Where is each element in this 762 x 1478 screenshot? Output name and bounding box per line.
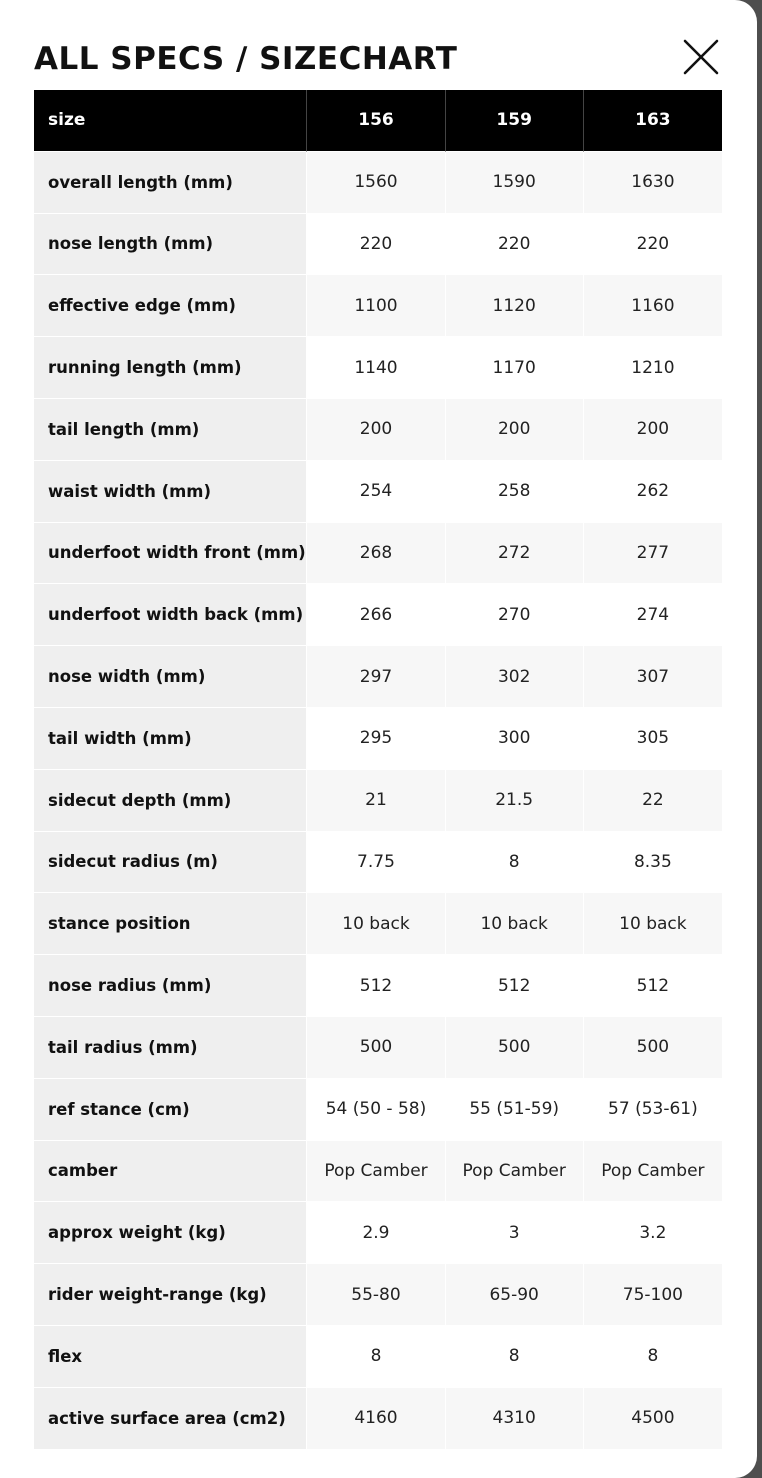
table-row (34, 1202, 722, 1264)
spec-value: 500 (307, 1017, 445, 1079)
spec-label: nose length (mm) (34, 214, 307, 276)
spec-label: running length (mm) (34, 337, 307, 399)
spec-value: 305 (584, 708, 722, 770)
spec-value: 10 back (584, 893, 722, 955)
spec-value: 262 (584, 461, 722, 523)
spec-value: 220 (446, 214, 584, 276)
table-row (34, 893, 722, 955)
spec-value: 200 (584, 399, 722, 461)
spec-label: flex (34, 1326, 307, 1388)
spec-value: Pop Camber (307, 1141, 445, 1203)
spec-value: 3 (446, 1202, 584, 1264)
spec-value: 8 (446, 1326, 584, 1388)
spec-value: 512 (584, 955, 722, 1017)
spec-label: underfoot width back (mm) (34, 584, 307, 646)
table-row (34, 523, 722, 585)
modal-title: ALL SPECS / SIZECHART (34, 41, 458, 77)
table-row (34, 1388, 722, 1450)
spec-label: overall length (mm) (34, 152, 307, 214)
header-size-163: 163 (584, 90, 722, 152)
spec-value: 254 (307, 461, 445, 523)
table-row (34, 708, 722, 770)
spec-value: 75-100 (584, 1264, 722, 1326)
spec-value: Pop Camber (446, 1141, 584, 1203)
spec-value: 7.75 (307, 832, 445, 894)
table-row (34, 1017, 722, 1079)
table-row (34, 152, 722, 214)
table-row (34, 1079, 722, 1141)
spec-value: 1140 (307, 337, 445, 399)
spec-value: 1210 (584, 337, 722, 399)
spec-value: 274 (584, 584, 722, 646)
spec-value: 10 back (446, 893, 584, 955)
close-icon (682, 38, 720, 76)
spec-value: 4500 (584, 1388, 722, 1450)
spec-value: 1560 (307, 152, 445, 214)
spec-value: 21 (307, 770, 445, 832)
table-header-row (34, 90, 722, 152)
spec-value: 3.2 (584, 1202, 722, 1264)
spec-value: 1160 (584, 275, 722, 337)
spec-value: 8 (307, 1326, 445, 1388)
spec-value: 55 (51-59) (446, 1079, 584, 1141)
spec-label: rider weight-range (kg) (34, 1264, 307, 1326)
spec-value: 200 (307, 399, 445, 461)
spec-label: nose width (mm) (34, 646, 307, 708)
table-row (34, 399, 722, 461)
spec-value: 2.9 (307, 1202, 445, 1264)
spec-value: 57 (53-61) (584, 1079, 722, 1141)
spec-label: effective edge (mm) (34, 275, 307, 337)
spec-value: 10 back (307, 893, 445, 955)
close-button[interactable] (682, 38, 720, 76)
spec-value: 1630 (584, 152, 722, 214)
spec-value: 266 (307, 584, 445, 646)
spec-value: 55-80 (307, 1264, 445, 1326)
table-row (34, 1264, 722, 1326)
spec-value: 8.35 (584, 832, 722, 894)
spec-value: 1100 (307, 275, 445, 337)
table-row (34, 275, 722, 337)
spec-value: 54 (50 - 58) (307, 1079, 445, 1141)
header-size-label: size (34, 90, 307, 152)
table-row (34, 1141, 722, 1203)
spec-value: 297 (307, 646, 445, 708)
table-row (34, 214, 722, 276)
spec-value: 295 (307, 708, 445, 770)
spec-label: tail width (mm) (34, 708, 307, 770)
spec-label: underfoot width front (mm) (34, 523, 307, 585)
spec-value: 500 (446, 1017, 584, 1079)
spec-value: Pop Camber (584, 1141, 722, 1203)
spec-label: sidecut depth (mm) (34, 770, 307, 832)
spec-value: 258 (446, 461, 584, 523)
spec-value: 1170 (446, 337, 584, 399)
spec-label: sidecut radius (m) (34, 832, 307, 894)
spec-value: 300 (446, 708, 584, 770)
spec-label: nose radius (mm) (34, 955, 307, 1017)
table-row (34, 584, 722, 646)
spec-value: 272 (446, 523, 584, 585)
spec-value: 8 (584, 1326, 722, 1388)
table-row (34, 646, 722, 708)
table-row (34, 461, 722, 523)
spec-value: 8 (446, 832, 584, 894)
spec-label: stance position (34, 893, 307, 955)
spec-value: 220 (307, 214, 445, 276)
spec-value: 270 (446, 584, 584, 646)
table-row (34, 770, 722, 832)
header-size-159: 159 (446, 90, 584, 152)
spec-value: 65-90 (446, 1264, 584, 1326)
spec-value: 1120 (446, 275, 584, 337)
spec-value: 220 (584, 214, 722, 276)
spec-value: 512 (307, 955, 445, 1017)
spec-value: 21.5 (446, 770, 584, 832)
spec-value: 302 (446, 646, 584, 708)
spec-value: 1590 (446, 152, 584, 214)
spec-value: 307 (584, 646, 722, 708)
spec-value: 268 (307, 523, 445, 585)
specs-table (34, 90, 722, 1450)
spec-label: waist width (mm) (34, 461, 307, 523)
spec-value: 500 (584, 1017, 722, 1079)
spec-value: 512 (446, 955, 584, 1017)
spec-value: 4310 (446, 1388, 584, 1450)
spec-label: ref stance (cm) (34, 1079, 307, 1141)
table-row (34, 832, 722, 894)
spec-label: tail radius (mm) (34, 1017, 307, 1079)
header-size-156: 156 (307, 90, 445, 152)
spec-value: 200 (446, 399, 584, 461)
spec-label: active surface area (cm2) (34, 1388, 307, 1450)
spec-value: 4160 (307, 1388, 445, 1450)
table-row (34, 337, 722, 399)
spec-label: approx weight (kg) (34, 1202, 307, 1264)
spec-label: camber (34, 1141, 307, 1203)
table-row (34, 1326, 722, 1388)
spec-label: tail length (mm) (34, 399, 307, 461)
spec-value: 22 (584, 770, 722, 832)
spec-value: 277 (584, 523, 722, 585)
table-row (34, 955, 722, 1017)
